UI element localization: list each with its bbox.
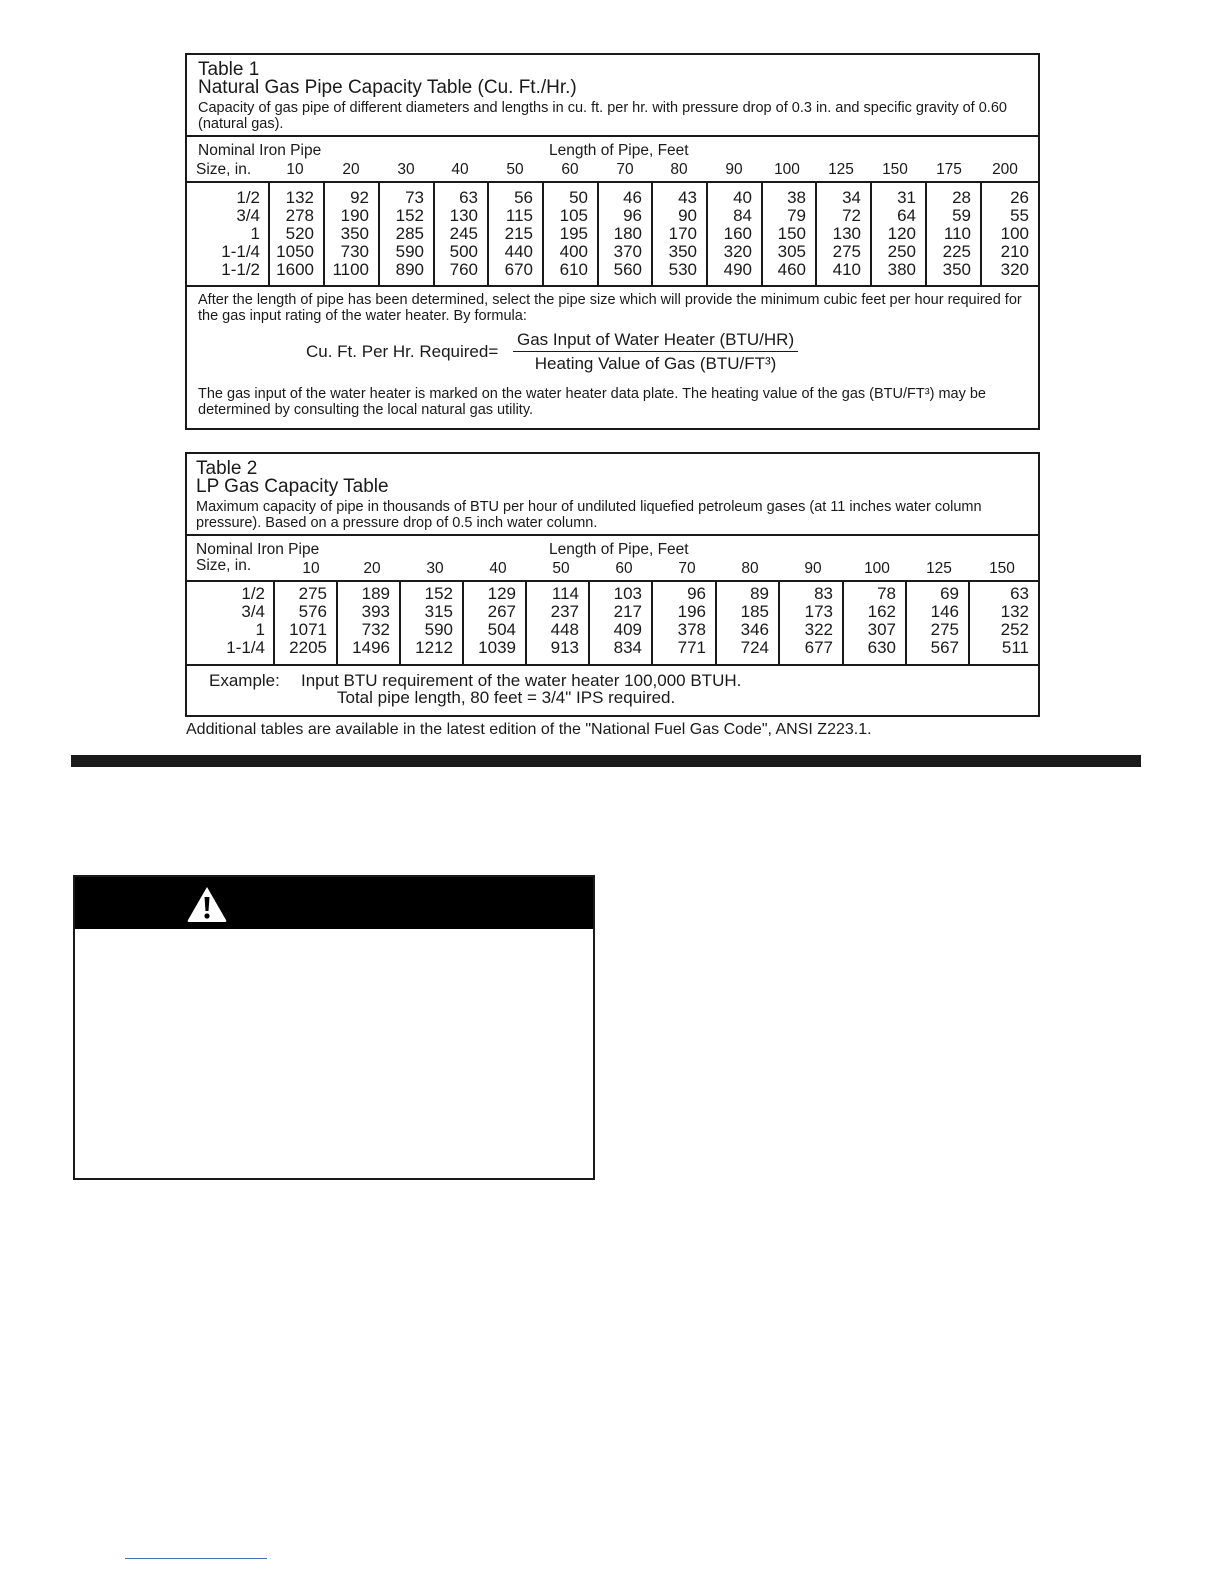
formula-denominator: Heating Value of Gas (BTU/FT³) (534, 354, 777, 373)
capacity-cell: 64 (897, 206, 916, 225)
capacity-cell: 1212 (415, 638, 453, 657)
capacity-cell: 59 (952, 206, 971, 225)
t2-column-90 (778, 582, 842, 664)
pipe-size-cell: 1-1/4 (221, 242, 260, 261)
capacity-cell: 237 (550, 602, 579, 621)
capacity-cell: 322 (804, 620, 833, 639)
capacity-cell: 350 (942, 260, 971, 279)
capacity-cell: 275 (298, 584, 327, 603)
t1-column-90 (706, 183, 761, 285)
t1-length-100: 100 (774, 161, 800, 178)
t1-length-20: 20 (342, 161, 360, 178)
capacity-cell: 530 (668, 260, 697, 279)
capacity-cell: 560 (613, 260, 642, 279)
capacity-cell: 195 (559, 224, 588, 243)
capacity-cell: 46 (623, 188, 642, 207)
t2-column-100 (842, 582, 905, 664)
capacity-cell: 275 (832, 242, 861, 261)
t1-length-80: 80 (670, 161, 688, 178)
table2-pipe-header: Nominal Iron Pipe (196, 541, 320, 558)
capacity-cell: 100 (1000, 224, 1029, 243)
capacity-cell: 380 (887, 260, 916, 279)
capacity-cell: 834 (613, 638, 642, 657)
capacity-cell: 504 (487, 620, 516, 639)
capacity-cell: 152 (395, 206, 424, 225)
t2-column-20 (336, 582, 399, 664)
capacity-cell: 129 (487, 584, 516, 603)
capacity-cell: 760 (449, 260, 478, 279)
table2-length-header: Length of Pipe, Feet (549, 541, 689, 558)
t2-column-70 (651, 582, 715, 664)
t2-length-70: 70 (678, 560, 696, 577)
table1-data (187, 181, 1038, 285)
table1-description: Capacity of gas pipe of different diameters and lengths in cu. ft. per hr. with pressure drop of 0.3 in. and specific gravity of 0.60 (natural gas). (198, 100, 1007, 132)
pipe-size-cell: 1/2 (236, 188, 260, 207)
capacity-cell: 890 (395, 260, 424, 279)
table1-size-header: Size, in. (196, 161, 252, 178)
table2-data-grid (187, 582, 1038, 664)
t2-length-100: 100 (864, 560, 890, 577)
table2-header (187, 534, 1038, 580)
capacity-cell: 190 (340, 206, 369, 225)
capacity-cell: 511 (1001, 638, 1029, 657)
capacity-cell: 160 (723, 224, 752, 243)
capacity-cell: 78 (877, 584, 896, 603)
formula-fraction (513, 330, 798, 374)
table2-description: Maximum capacity of pipe in thousands of BTU per hour of undiluted liquefied petroleum gases (at 11 inches water column pressure). Based on a pressure drop of 0.5 inch water column. (196, 499, 982, 531)
table1-title: Natural Gas Pipe Capacity Table (Cu. Ft./Hr.) (198, 77, 577, 98)
capacity-cell: 185 (740, 602, 769, 621)
t1-length-70: 70 (616, 161, 634, 178)
capacity-cell: 120 (887, 224, 916, 243)
capacity-cell: 173 (804, 602, 833, 621)
t1-length-60: 60 (561, 161, 579, 178)
capacity-cell: 1071 (289, 620, 327, 639)
capacity-cell: 215 (504, 224, 533, 243)
capacity-cell: 56 (514, 188, 533, 207)
t1-column-200 (980, 183, 1038, 285)
capacity-cell: 146 (930, 602, 959, 621)
capacity-cell: 590 (395, 242, 424, 261)
capacity-cell: 320 (723, 242, 752, 261)
capacity-cell: 217 (613, 602, 642, 621)
table1-notes (187, 285, 1038, 428)
capacity-cell: 267 (487, 602, 516, 621)
capacity-cell: 72 (842, 206, 861, 225)
t1-length-30: 30 (397, 161, 415, 178)
capacity-cell: 500 (449, 242, 478, 261)
t2-length-50: 50 (552, 560, 570, 577)
capacity-cell: 1600 (276, 260, 314, 279)
capacity-cell: 490 (723, 260, 752, 279)
capacity-cell: 83 (814, 584, 833, 603)
capacity-cell: 69 (940, 584, 959, 603)
capacity-cell: 162 (867, 602, 896, 621)
capacity-cell: 40 (733, 188, 752, 207)
table1-paragraph1: After the length of pipe has been determined, select the pipe size which will provide the minimum cubic feet per hour required for the gas input rating of the water heater. By formula: (198, 292, 1022, 324)
capacity-cell: 1050 (276, 242, 314, 261)
capacity-cell: 110 (943, 224, 971, 243)
t2-sizes-column (187, 582, 273, 664)
capacity-cell: 196 (677, 602, 706, 621)
table2-title: LP Gas Capacity Table (196, 476, 389, 497)
capacity-cell: 378 (677, 620, 706, 639)
t1-column-175 (925, 183, 980, 285)
table2 (185, 452, 1040, 717)
t2-length-125: 125 (926, 560, 952, 577)
table1-number: Table 1 (198, 59, 260, 80)
capacity-cell: 43 (678, 188, 697, 207)
warning-box (73, 875, 595, 1180)
t2-column-80 (715, 582, 778, 664)
pipe-size-cell: 1-1/2 (221, 260, 260, 279)
t1-column-40 (433, 183, 487, 285)
pipe-size-cell: 3/4 (236, 206, 260, 225)
capacity-cell: 677 (804, 638, 833, 657)
capacity-cell: 252 (1000, 620, 1029, 639)
capacity-cell: 730 (340, 242, 369, 261)
capacity-cell: 307 (867, 620, 896, 639)
capacity-cell: 567 (930, 638, 959, 657)
capacity-cell: 63 (1010, 584, 1029, 603)
table2-data (187, 580, 1038, 664)
t1-length-50: 50 (506, 161, 524, 178)
table1 (185, 53, 1040, 430)
t2-column-10 (273, 582, 336, 664)
t2-length-10: 10 (302, 560, 320, 577)
capacity-cell: 34 (842, 188, 861, 207)
t1-column-20 (323, 183, 378, 285)
capacity-cell: 590 (424, 620, 453, 639)
capacity-cell: 38 (787, 188, 806, 207)
t1-column-70 (597, 183, 651, 285)
capacity-cell: 370 (613, 242, 642, 261)
t1-length-90: 90 (725, 161, 743, 178)
table2-number: Table 2 (196, 458, 258, 479)
t1-length-200: 200 (992, 161, 1018, 178)
table1-pipe-header: Nominal Iron Pipe (198, 142, 322, 159)
table1-header (187, 135, 1038, 181)
pipe-size-cell: 1 (255, 620, 265, 639)
capacity-cell: 132 (285, 188, 314, 207)
capacity-cell: 73 (405, 188, 424, 207)
capacity-cell: 63 (459, 188, 478, 207)
formula-label: Cu. Ft. Per Hr. Required= (306, 342, 499, 361)
capacity-cell: 130 (832, 224, 861, 243)
pipe-size-cell: 3/4 (241, 602, 265, 621)
t1-column-50 (487, 183, 542, 285)
t1-column-125 (815, 183, 870, 285)
capacity-cell: 400 (559, 242, 588, 261)
capacity-cell: 1496 (352, 638, 390, 657)
section-divider (71, 755, 1141, 767)
table2-size-header: Size, in. (196, 557, 252, 574)
capacity-cell: 96 (623, 206, 642, 225)
t1-column-100 (761, 183, 815, 285)
t2-length-60: 60 (615, 560, 633, 577)
capacity-cell: 732 (361, 620, 390, 639)
capacity-cell: 79 (787, 206, 806, 225)
table1-data-grid (187, 183, 1038, 285)
capacity-cell: 275 (930, 620, 959, 639)
t2-column-40 (462, 582, 525, 664)
pipe-size-cell: 1-1/4 (226, 638, 265, 657)
capacity-cell: 189 (361, 584, 390, 603)
capacity-cell: 440 (504, 242, 533, 261)
capacity-cell: 225 (942, 242, 971, 261)
t2-column-30 (399, 582, 462, 664)
t2-column-125 (905, 582, 968, 664)
t2-column-50 (525, 582, 588, 664)
capacity-cell: 115 (505, 206, 533, 225)
t1-column-80 (651, 183, 706, 285)
capacity-cell: 409 (613, 620, 642, 639)
warning-triangle-icon (186, 885, 228, 923)
capacity-cell: 210 (1000, 242, 1029, 261)
capacity-cell: 393 (361, 602, 390, 621)
capacity-cell: 320 (1000, 260, 1029, 279)
t2-length-80: 80 (741, 560, 759, 577)
t1-column-30 (378, 183, 433, 285)
table1-title-section (187, 55, 1038, 135)
capacity-cell: 1039 (478, 638, 516, 657)
capacity-cell: 130 (449, 206, 478, 225)
capacity-cell: 132 (1000, 602, 1029, 621)
capacity-cell: 180 (613, 224, 642, 243)
capacity-cell: 460 (777, 260, 806, 279)
capacity-cell: 150 (777, 224, 806, 243)
example-line1: Input BTU requirement of the water heater 100,000 BTUH. (301, 671, 742, 690)
t2-length-20: 20 (363, 560, 381, 577)
pipe-size-cell: 1 (250, 224, 260, 243)
example-label: Example: (209, 671, 280, 690)
capacity-cell: 90 (678, 206, 697, 225)
capacity-cell: 1100 (332, 260, 369, 279)
capacity-cell: 630 (867, 638, 896, 657)
capacity-cell: 152 (424, 584, 453, 603)
capacity-cell: 285 (395, 224, 424, 243)
t1-column-60 (542, 183, 597, 285)
capacity-cell: 346 (740, 620, 769, 639)
capacity-cell: 576 (298, 602, 327, 621)
capacity-cell: 350 (340, 224, 369, 243)
capacity-cell: 50 (569, 188, 588, 207)
capacity-cell: 170 (668, 224, 697, 243)
capacity-cell: 96 (687, 584, 706, 603)
capacity-cell: 771 (677, 638, 706, 657)
capacity-cell: 92 (350, 188, 369, 207)
t1-length-150: 150 (882, 161, 908, 178)
capacity-cell: 724 (740, 638, 769, 657)
capacity-cell: 114 (551, 584, 579, 603)
t2-length-90: 90 (804, 560, 822, 577)
t1-length-125: 125 (828, 161, 854, 178)
capacity-cell: 913 (550, 638, 579, 657)
table2-title-section (187, 454, 1038, 534)
table1-paragraph2: The gas input of the water heater is marked on the water heater data plate. The heating value of the gas (BTU/FT³) may be determined by consulting the local natural gas utility. (198, 386, 986, 418)
t1-column-10 (268, 183, 323, 285)
capacity-cell: 2205 (289, 638, 327, 657)
formula-numerator: Gas Input of Water Heater (BTU/HR) (513, 330, 798, 352)
table2-example (187, 664, 1038, 716)
capacity-cell: 448 (550, 620, 579, 639)
t1-column-150 (870, 183, 925, 285)
example-line2: Total pipe length, 80 feet = 3/4" IPS required. (337, 688, 676, 707)
capacity-cell: 410 (832, 260, 861, 279)
capacity-cell: 55 (1010, 206, 1029, 225)
t1-length-40: 40 (451, 161, 469, 178)
t2-column-150 (968, 582, 1038, 664)
capacity-cell: 520 (285, 224, 314, 243)
capacity-cell: 305 (777, 242, 806, 261)
capacity-cell: 245 (449, 224, 478, 243)
capacity-cell: 28 (952, 188, 971, 207)
capacity-cell: 315 (424, 602, 453, 621)
bottom-rule (125, 1558, 267, 1559)
capacity-cell: 103 (613, 584, 642, 603)
t2-length-30: 30 (426, 560, 444, 577)
t2-length-40: 40 (489, 560, 507, 577)
table1-length-header: Length of Pipe, Feet (549, 142, 689, 159)
capacity-cell: 26 (1010, 188, 1029, 207)
t2-column-60 (588, 582, 651, 664)
capacity-cell: 610 (559, 260, 588, 279)
footnote: Additional tables are available in the latest edition of the "National Fuel Gas Code", ANSI Z223.1. (186, 721, 872, 738)
capacity-cell: 670 (504, 260, 533, 279)
capacity-cell: 84 (733, 206, 752, 225)
capacity-cell: 250 (887, 242, 916, 261)
t2-length-150: 150 (989, 560, 1015, 577)
warning-header-bar (75, 877, 593, 929)
capacity-cell: 350 (668, 242, 697, 261)
pipe-size-cell: 1/2 (241, 584, 265, 603)
capacity-cell: 89 (750, 584, 769, 603)
capacity-cell: 31 (897, 188, 916, 207)
capacity-cell: 105 (559, 206, 588, 225)
t1-length-175: 175 (936, 161, 962, 178)
capacity-cell: 278 (285, 206, 314, 225)
t1-length-10: 10 (286, 161, 304, 178)
t1-sizes-column (187, 183, 268, 285)
